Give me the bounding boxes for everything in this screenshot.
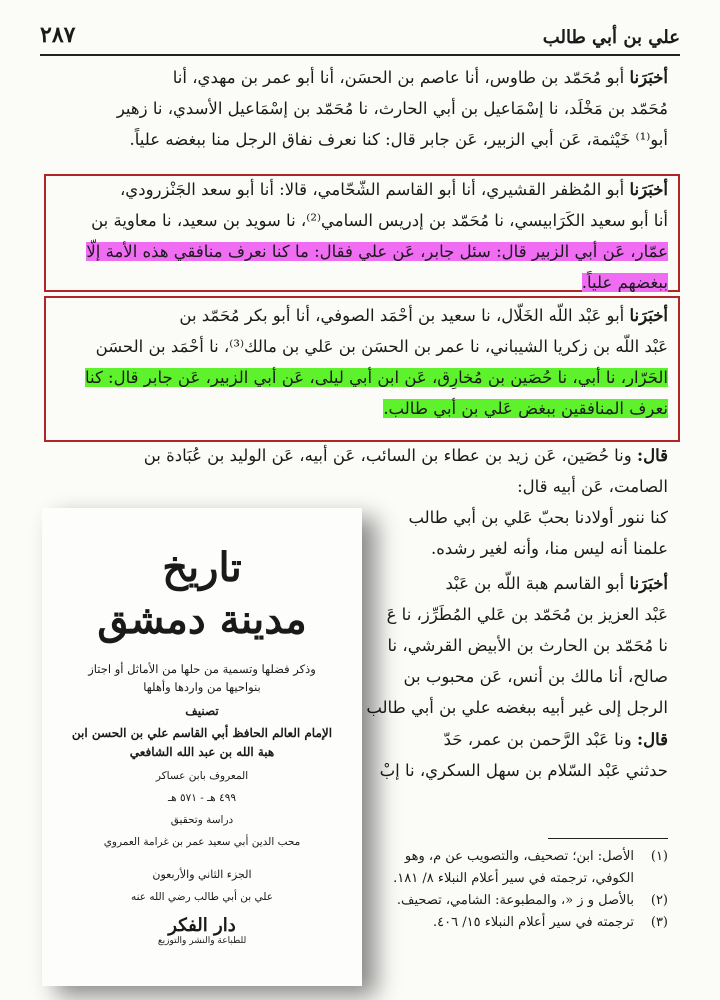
running-title: علي بن أبي طالب	[542, 27, 680, 48]
footnote-number: (١)	[650, 849, 668, 864]
cover-publisher: دار الفكر	[168, 915, 236, 936]
line-text: أبو مُحَمّد بن طاوس، أنا عاصم بن الحسَن، أنا أبو عمر بن مهدي، أنا	[172, 68, 630, 87]
cover-subtitle: وذكر فضلها وتسمية من حلها من الأماثل أو اجتاز بنواحيها من واردها وأهلها	[88, 662, 316, 694]
cover-dates: ٤٩٩ هـ - ٥٧١ هـ	[168, 792, 236, 804]
line-text: الرجل إلى غير أبيه ببغضه علي بن أبي طالب	[366, 698, 668, 717]
cover-study-label: دراسة وتحقيق	[170, 814, 234, 826]
line-text: نعرف المنافقين ببغض عَلي بن أبي طالب.	[383, 399, 668, 418]
text-line	[52, 62, 668, 93]
book-cover	[42, 508, 362, 986]
line-text: عَبْد اللّه بن زكريا الشيباني، نا عمر بن الحسَن بن عَلي بن مالك⁽³⁾، نا أحْمَد بن الحسَن	[95, 337, 668, 356]
cover-volume-subject: علي بن أبي طالب رضي الله عنه	[130, 891, 274, 903]
cover-title-line2: مدينة دمشق	[97, 596, 307, 643]
cover-publisher-sub: للطباعة والنشر والتوزيع	[157, 936, 247, 946]
text-line	[52, 124, 668, 155]
text-line	[52, 300, 668, 331]
line-text: ببغضهم علياً.	[581, 273, 668, 292]
text-line	[52, 393, 668, 424]
line-text: نا مُحَمّد بن الحارث بن الأبيض القرشي، نا	[387, 636, 668, 655]
line-text: علمنا أنه ليس منا، وأنه لغير رشده.	[431, 539, 668, 558]
text-line	[52, 267, 668, 298]
paragraph-2	[52, 174, 668, 298]
line-text: أبو⁽¹⁾ خَيْثمة، عَن أبي الزبير، عَن جابر قال: كنا نعرف نفاق الرجل منا ببغضه علياً.	[129, 130, 668, 149]
lead-word: قال:	[637, 446, 668, 465]
footnote-text: ترجمته في سير أعلام النبلاء ١٥/ ٤٠٦.	[433, 915, 634, 930]
text-line	[52, 174, 668, 205]
line-text: مُحَمّد بن مَخْلَد، نا إسْمَاعيل بن أبي الحارث، نا مُحَمّد بن إسْمَاعيل الأسدي، نا زهير	[116, 99, 668, 118]
text-line	[52, 362, 668, 393]
line-text: عَبْد العزيز بن مُحَمّد بن عَلي المُطَرِّز، نا عَ	[386, 605, 668, 624]
text-line	[52, 331, 668, 362]
paragraph-3	[52, 300, 668, 424]
footnote-rule	[548, 838, 668, 839]
cover-author-known: المعروف بابن عساكر	[155, 770, 249, 782]
lead-word: أخبَرَنا	[629, 68, 668, 87]
text-line	[52, 93, 668, 124]
lead-word: أخبَرَنا	[629, 180, 668, 199]
page-header	[40, 14, 680, 56]
footnote	[380, 868, 668, 889]
line-text: صالح، أنا مالك بن أنس، عَن محبوب بن	[403, 667, 668, 686]
line-text: أبو عَبْد اللّه الخَلّال، نا سعيد بن أحْمَد الصوفي، أنا أبو بكر مُحَمّد بن	[179, 306, 630, 325]
cover-title-line1: تاريخ	[162, 544, 242, 591]
line-text: كنا ننور أولادنا بحبّ عَلي بن أبي طالب	[408, 508, 668, 527]
footnote-text: بالأصل و ز «، والمطبوعة: الشامي، تصحيف.	[396, 893, 634, 908]
line-text: أنا أبو سعيد الكَرَابيسي، نا مُحَمّد بن إدريس السامي⁽²⁾، نا سويد بن سعيد، نا معاوية بن	[91, 211, 668, 230]
footnote	[380, 846, 668, 867]
footnote	[380, 890, 668, 911]
lead-word: قال:	[637, 730, 668, 749]
line-text: أبو المُظفر القشيري، أنا أبو القاسم الشّحّامي، قالا: أنا أبو سعد الجَنْزرودي،	[119, 180, 630, 199]
cover-editor: محب الدين أبي سعيد عمر بن غرامة العمروي	[103, 836, 301, 848]
line-text: أبو القاسم هبة اللّه بن عَبْد	[445, 574, 630, 593]
cover-title	[42, 542, 362, 646]
paragraph-1	[52, 62, 668, 155]
page-number: ٢٨٧	[40, 22, 76, 48]
line-text: الحَرّار، نا أبي، نا حُصَين بن مُخارِق، عَن ابن أبي ليلى، عَن أبي الزبير، عَن جابر قال: كنا	[84, 368, 668, 387]
footnote-text: الأصل: ابن؛ تصحيف، والتصويب عن م، وهو	[404, 849, 634, 864]
lead-word: أخبَرَنا	[629, 306, 668, 325]
line-text: عمّار، عَن أبي الزبير قال: سئل جابر، عَن علي فقال: ما كنا نعرف منافقي هذه الأمة إلّا	[86, 242, 668, 261]
text-line	[52, 205, 668, 236]
line-text: ونا حُصَين، عَن زيد بن عطاء بن السائب، عَن أبيه، عَن الوليد بن عُبَادة بن	[143, 446, 637, 465]
footnote-number: (٣)	[650, 915, 668, 930]
footnote-number: (٢)	[650, 893, 668, 908]
cover-volume: الجزء الثاني والأربعون	[152, 868, 252, 881]
text-line	[52, 440, 668, 471]
text-line	[52, 471, 668, 502]
cover-author: الإمام العالم الحافظ أبي القاسم علي بن الحسن ابن هبة الله بن عبد الله الشافعي	[71, 726, 333, 759]
footnote	[380, 912, 668, 933]
line-text: الصامت، عَن أبيه قال:	[517, 477, 668, 496]
text-line	[52, 236, 668, 267]
footnote-text: الكوفي، ترجمته في سير أعلام النبلاء ٨/ ١٨١.	[393, 871, 634, 886]
line-text: حدثني عَبْد السّلام بن سهل السكري، نا إبْ	[379, 761, 668, 780]
lead-word: أخبَرَنا	[629, 574, 668, 593]
cover-author-label: تصنيف	[185, 704, 219, 718]
line-text: ونا عَبْد الرَّحمن بن عمر، حَدّ	[443, 730, 637, 749]
